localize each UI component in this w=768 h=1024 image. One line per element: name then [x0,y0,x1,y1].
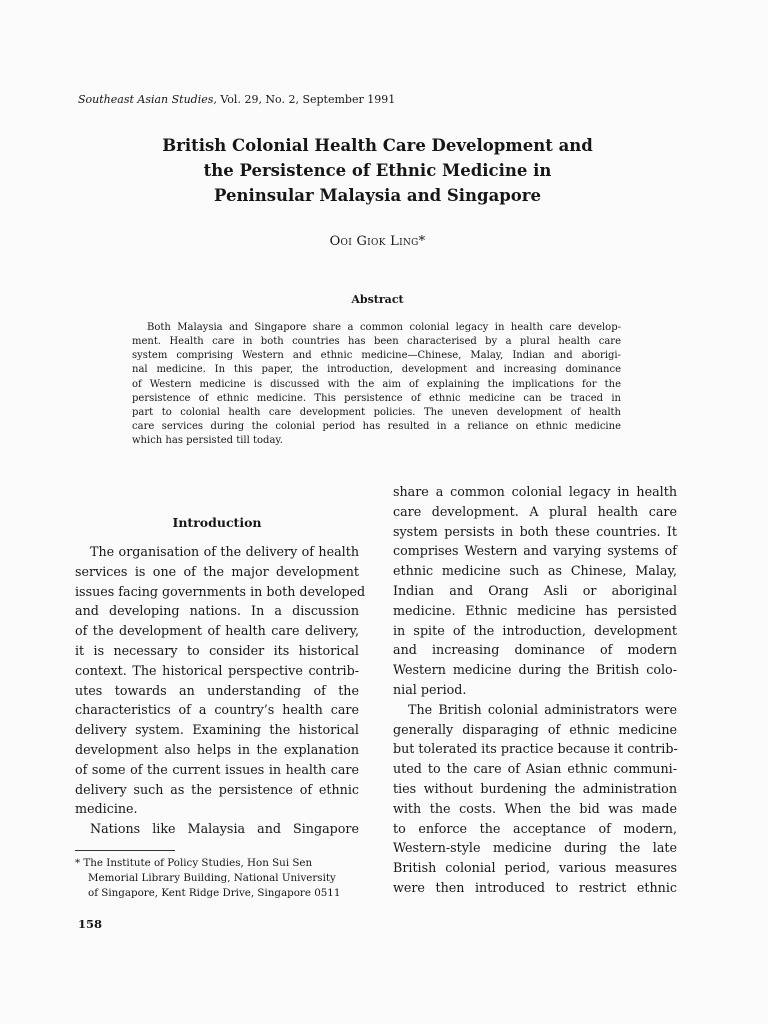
right-column-body [393,482,677,898]
body-line: The British colonial administrators were [408,701,677,717]
body-line: British colonial period, various measures [393,860,677,876]
abstract-line: system comprising Western and ethnic medicine—Chinese, Malay, Indian and aborigi- [132,350,621,362]
body-line: and increasing dominance of modern [393,642,677,658]
abstract-text [132,321,621,448]
body-line: and developing nations. In a discussion [75,603,359,619]
body-line: utes towards an understanding of the [75,682,359,698]
body-line: to enforce the acceptance of modern, [393,820,677,836]
body-line: system persists in both these countries. It [393,523,677,539]
footnote-line: Memorial Library Building, National University [88,871,336,884]
article-title [150,133,605,208]
body-line: uted to the care of Asian ethnic communi- [393,761,677,777]
body-line: delivery such as the persistence of ethnic [75,781,359,797]
body-line: delivery system. Examining the historical [75,722,359,738]
body-line: but tolerated its practice because it contrib- [393,741,678,757]
body-line: of the development of health care delivery, [75,623,359,639]
body-line: ethnic medicine such as Chinese, Malay, [393,563,677,579]
body-line: it is necessary to consider its historical [75,642,359,658]
body-line: issues facing governments in both developed [75,583,366,599]
body-line: characteristics of a country’s health care [75,702,359,718]
journal-name: Southeast Asian Studies, [78,93,217,106]
issue-info: Vol. 29, No. 2, September 1991 [220,93,396,106]
body-line: ties without burdening the administration [393,780,677,796]
body-line: of some of the current issues in health care [75,761,359,777]
body-line: comprises Western and varying systems of [393,543,677,559]
abstract-line: of Western medicine is discussed with the aim of explaining the implications for the [132,378,621,390]
footnote-line: of Singapore, Kent Ridge Drive, Singapore 0511 [88,886,341,899]
abstract-line: which has persisted till today. [132,435,283,447]
section-heading-introduction: Introduction [172,515,262,530]
body-line: development also helps in the explanation [75,741,359,757]
body-line: medicine. [75,801,138,817]
body-line: share a common colonial legacy in health [393,484,677,499]
body-line: medicine. Ethnic medicine has persisted [393,602,677,618]
body-line: generally disparaging of ethnic medicine [393,721,677,737]
footnote-divider [75,850,175,851]
title-line: Peninsular Malaysia and Singapore [213,186,541,205]
body-line: Nations like Malaysia and Singapore [90,821,359,837]
body-line: Western medicine during the British colo- [393,662,677,678]
author-footnote [75,856,365,900]
abstract-line: persistence of ethnic medicine. This persistence of ethnic medicine can be traced in [132,392,621,404]
footnote-line: * The Institute of Policy Studies, Hon Sui Sen [75,857,313,869]
body-line: were then introduced to restrict ethnic [393,879,677,895]
body-line: services is one of the major development [75,563,359,579]
page-number: 158 [78,917,103,931]
body-line: with the costs. When the bid was made [393,800,677,816]
body-line: in spite of the introduction, development [393,622,677,638]
title-line: the Persistence of Ethnic Medicine in [203,161,552,180]
abstract-line: part to colonial health care development policies. The uneven development of health [132,406,621,418]
body-line: care development. A plural health care [393,503,677,519]
abstract-line: care services during the colonial period has resulted in a reliance on ethnic medicine [132,421,621,433]
abstract-line: ment. Health care in both countries has been characterised by a plural health care [132,336,621,348]
body-line: Western-style medicine during the late [393,840,677,856]
body-line: context. The historical perspective contrib- [75,662,359,678]
abstract-line: Both Malaysia and Singapore share a common colonial legacy in health care develop- [147,322,621,333]
title-line: British Colonial Health Care Development and [162,136,593,155]
abstract-line: nal medicine. In this paper, the introduction, development and increasing dominance [132,364,621,376]
body-line: The organisation of the delivery of health [90,544,359,559]
body-line: Indian and Orang Asli or aboriginal [393,582,677,598]
journal-citation [78,93,395,106]
author-name: Ooi Giok Ling* [329,234,426,249]
left-column-body [75,542,366,839]
abstract-heading: Abstract [351,293,404,306]
body-line: nial period. [393,681,467,697]
